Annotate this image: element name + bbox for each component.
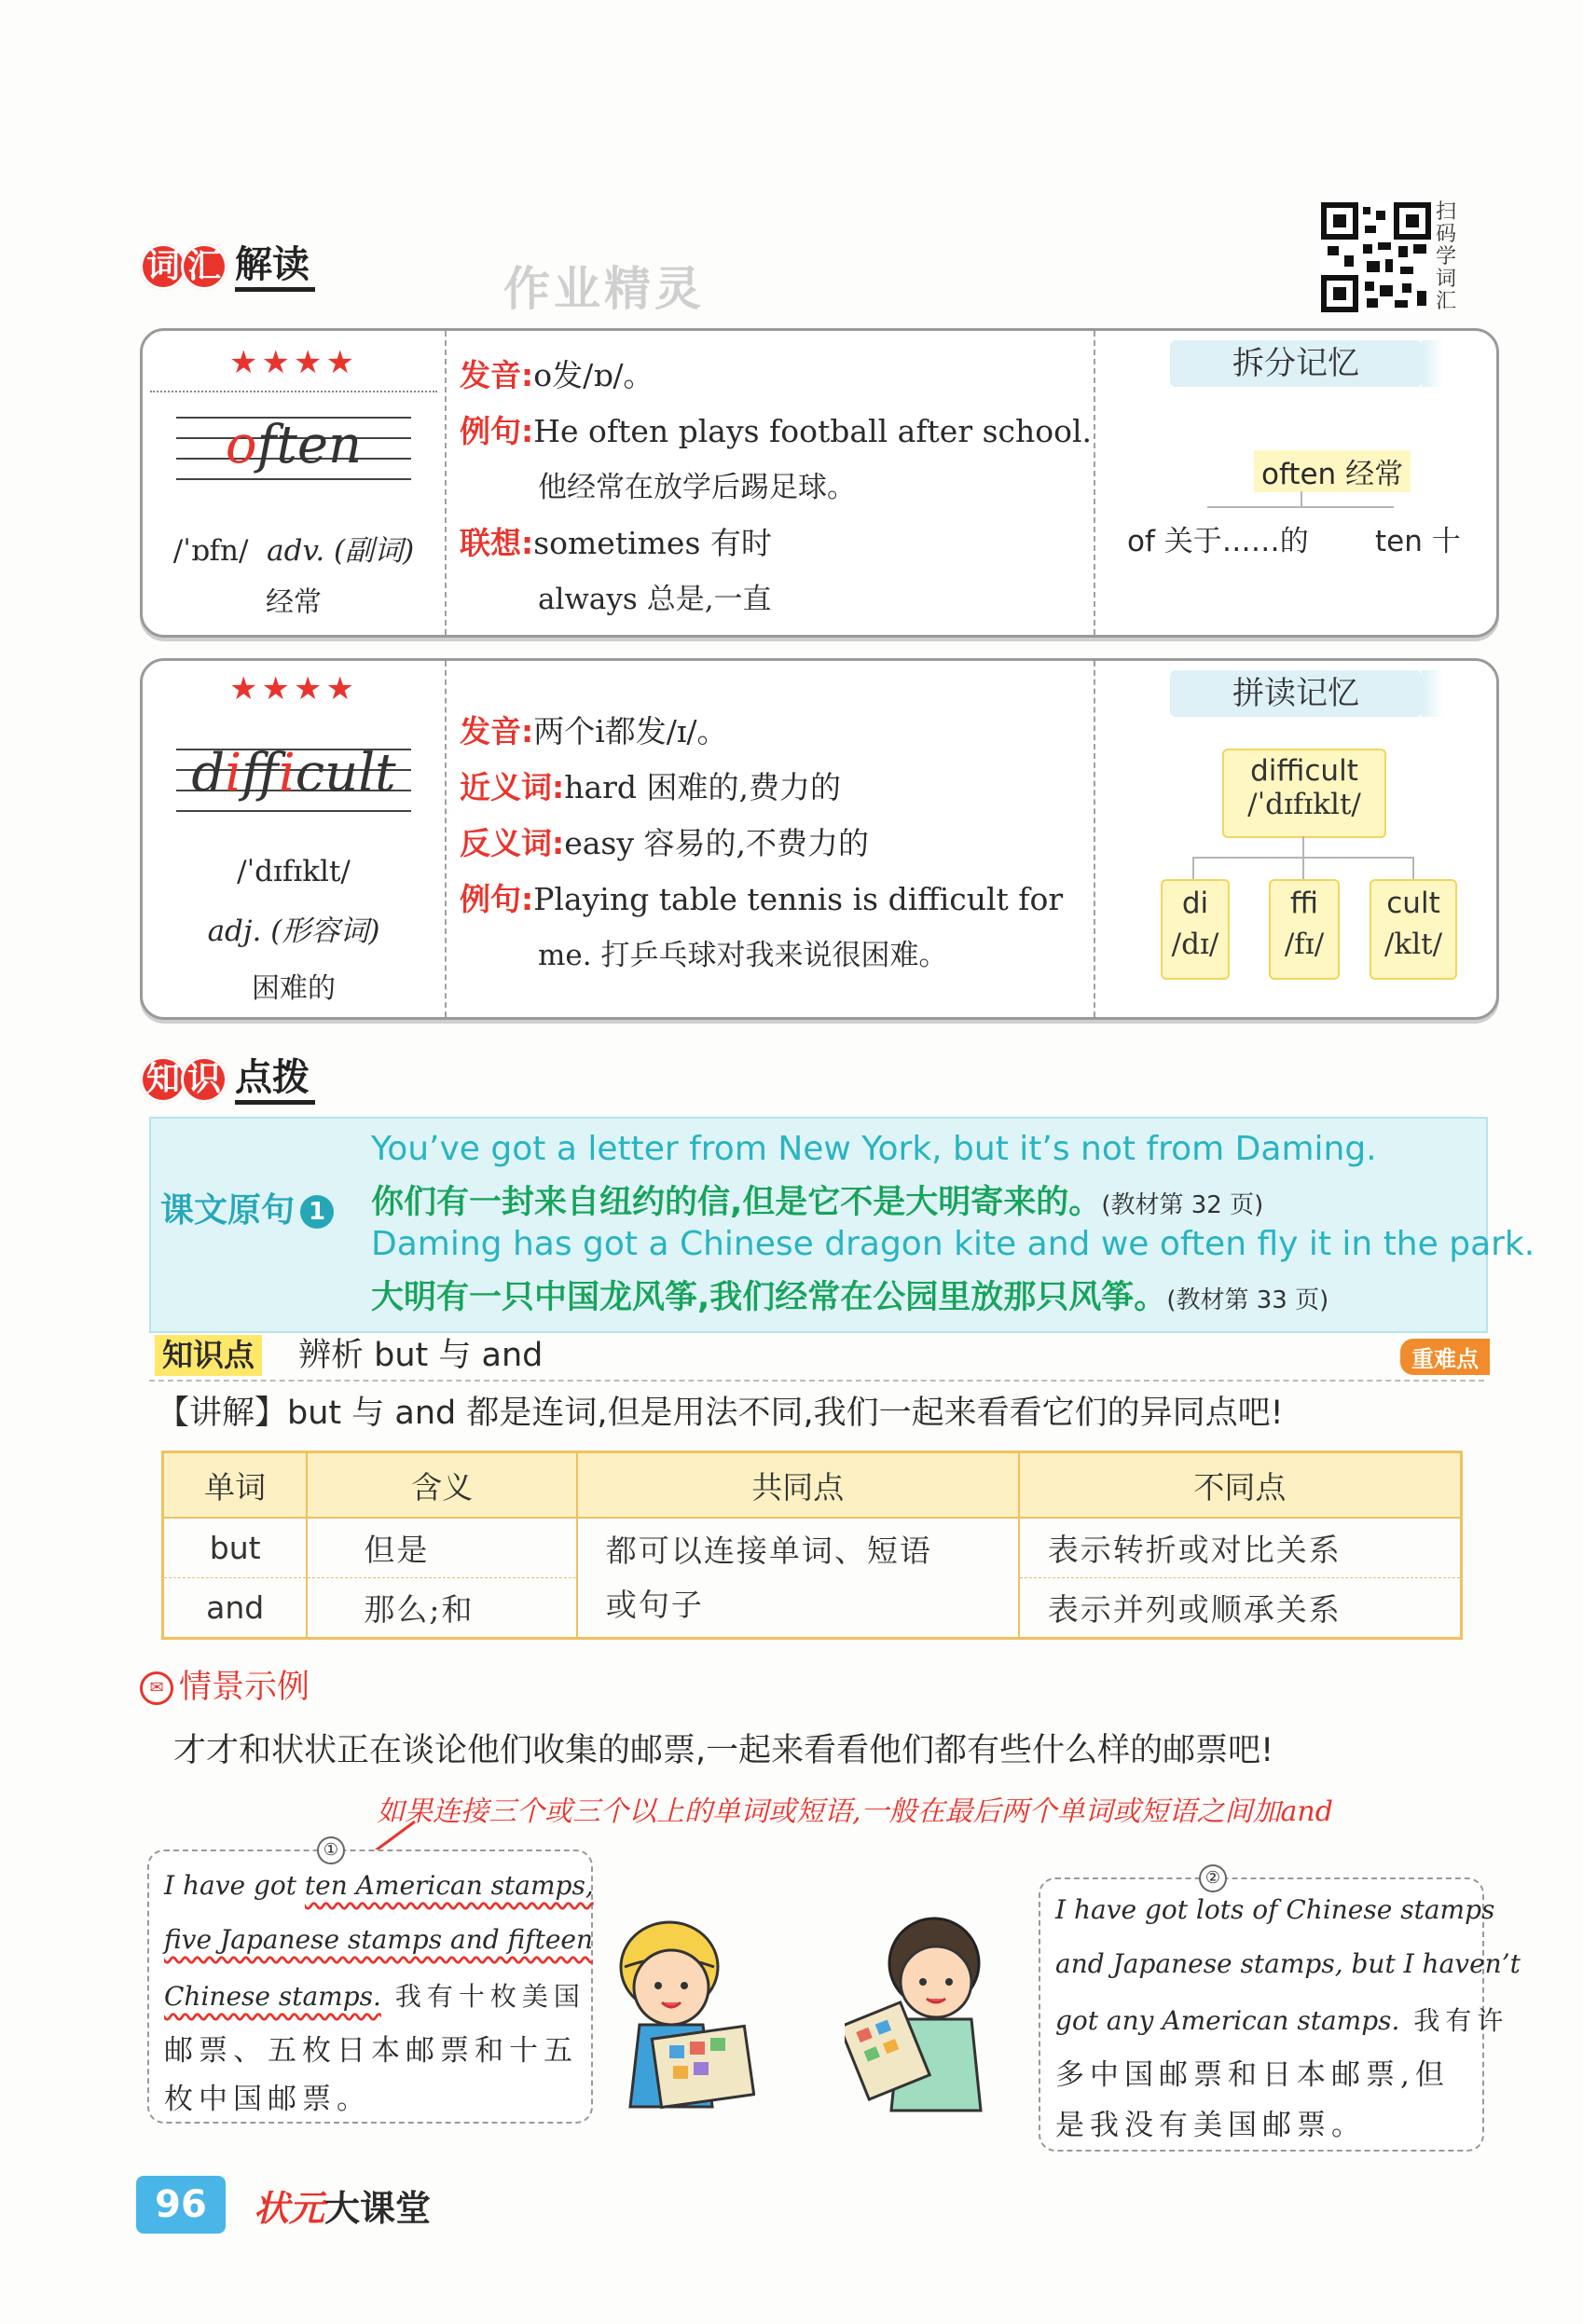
boy-with-stamps-illustration [845, 1902, 1003, 2116]
star-rating: ★★★★ [229, 670, 358, 708]
watermark: 作业精灵 [503, 262, 705, 316]
boy-with-cap-illustration [597, 1902, 755, 2116]
part-of-speech: adj. (形容词) [207, 914, 380, 948]
pronunciation-row: 发音:两个i都发/ɪ/。 [460, 713, 728, 749]
brand-logo: 状元大课堂 [254, 2188, 432, 2229]
vocab-card-difficult [140, 658, 1499, 1020]
table-row: and 那么;和 表示并列或顺承关系 [163, 1578, 1462, 1639]
memory-column [1094, 661, 1496, 1017]
knowledge-point-row [149, 1331, 1484, 1382]
handwritten-word: often [225, 415, 363, 475]
bubble-number: ② [1199, 1864, 1227, 1892]
table-header: 共同点 [577, 1452, 1019, 1519]
explanation-column [447, 661, 1092, 1017]
example-row: 例句:Playing table tennis is difficult for [460, 881, 1064, 917]
phonetic: /ˈdɪfɪklt/ [237, 855, 351, 888]
explanation-text: 【讲解】but 与 and 都是连词,但是用法不同,我们一起来看看它们的异同点吧! [157, 1395, 1284, 1432]
example-translation: me. 打乒乓球对我来说很困难。 [538, 939, 948, 972]
synonym-row: 近义词:hard 困难的,费力的 [460, 769, 842, 805]
association-item: always 总是,一直 [538, 583, 772, 616]
vocab-section-title: 解读 [235, 242, 315, 292]
scene-intro: 才才和状状正在谈论他们收集的邮票,一起来看看他们都有些什么样的邮票吧! [173, 1732, 1274, 1769]
common-point-cell: 都可以连接单词、短语 或句子 [577, 1518, 1019, 1639]
memory-part: ffi /fɪ/ [1269, 879, 1340, 980]
scene-label: ✉ 情景示例 [140, 1661, 310, 1708]
text-original-box [149, 1117, 1535, 1333]
scene-icon: ✉ [140, 1671, 173, 1705]
word-meaning: 困难的 [252, 972, 336, 1005]
knowledge-section-header: 知 识 点拨 [140, 1052, 315, 1107]
memory-part: cult /klt/ [1370, 879, 1457, 980]
memory-title: 拼读记忆 [1170, 670, 1422, 717]
knowledge-point-title: 辨析 but 与 and [298, 1337, 544, 1374]
comparison-table [161, 1451, 1463, 1640]
qr-caption: 扫码学词汇 [1436, 200, 1457, 313]
word-column [143, 661, 447, 1017]
memory-title: 拆分记忆 [1170, 340, 1422, 387]
speech-bubble-2: ② I have got lots of Chinese stamps and Japanese stamps, but I haven’t got any American stamps. 我有许 多中国邮票和日本邮票,但 是我没有美国邮票。 [1039, 1877, 1484, 2152]
sentence-cn-2: 大明有一只中国龙风筝,我们经常在公园里放那只风筝。(教材第 33 页) [371, 1279, 1329, 1316]
vocab-pill: 词 汇 [140, 243, 222, 290]
table-header-row [163, 1452, 1462, 1519]
handwritten-word: difficult [191, 743, 396, 804]
speech-bubble-1: ① I have got ten American stamps, five Japanese stamps and fifteen Chinese stamps. 我有十枚美国 邮票、五枚日本邮票和十五 枚中国邮票。 [147, 1850, 593, 2124]
sentence-en-2: Daming has got a Chinese dragon kite and we often fly it in the park. [371, 1225, 1535, 1263]
text-original-label: 课文原句 1 [160, 1184, 334, 1231]
word-meaning: 经常 [266, 586, 322, 619]
sentence-en-1: You’ve got a letter from New York, but it’s not from Daming. [371, 1130, 1377, 1168]
table-header: 不同点 [1019, 1452, 1462, 1519]
page-number: 96 [136, 2176, 226, 2234]
memory-root: often 经常 [1254, 450, 1411, 492]
antonym-row: 反义词:easy 容易的,不费力的 [460, 825, 869, 861]
memory-column [1094, 331, 1496, 635]
key-point-badge: 重难点 [1400, 1339, 1490, 1375]
pronunciation-row: 发音:o发/ɒ/。 [460, 357, 654, 393]
word-column [143, 331, 447, 635]
association-row: 联想:sometimes 有时 [460, 525, 772, 561]
knowledge-section-title: 点拨 [235, 1055, 315, 1105]
grammar-note: 如果连接三个或三个以上的单词或短语,一般在最后两个单词或短语之间加and [377, 1795, 1333, 1828]
memory-part: di /dɪ/ [1161, 879, 1230, 980]
vocab-card-often [140, 328, 1499, 638]
memory-part-right: ten 十 [1375, 525, 1461, 558]
bubble-number: ① [317, 1836, 345, 1864]
vocab-section-header [140, 239, 315, 295]
table-header: 单词 [163, 1452, 308, 1519]
phonetic: /ˈɒfn/ adv. (副词) [172, 534, 415, 568]
example-translation: 他经常在放学后踢足球。 [538, 471, 856, 504]
memory-part-left: of 关于……的 [1127, 525, 1309, 558]
table-header: 含义 [307, 1452, 576, 1519]
sentence-cn-1: 你们有一封来自纽约的信,但是它不是大明寄来的。(教材第 32 页) [371, 1184, 1264, 1221]
explanation-column [447, 331, 1092, 635]
knowledge-point-tag: 知识点 [155, 1335, 262, 1376]
example-row: 例句:He often plays football after school. [460, 413, 1093, 449]
table-row: but 但是 都可以连接单词、短语 或句子 表示转折或对比关系 [163, 1518, 1462, 1578]
star-rating: ★★★★ [229, 344, 358, 381]
qr-code-icon[interactable] [1320, 201, 1432, 313]
memory-root: difficult /ˈdɪfɪklt/ [1222, 749, 1386, 838]
